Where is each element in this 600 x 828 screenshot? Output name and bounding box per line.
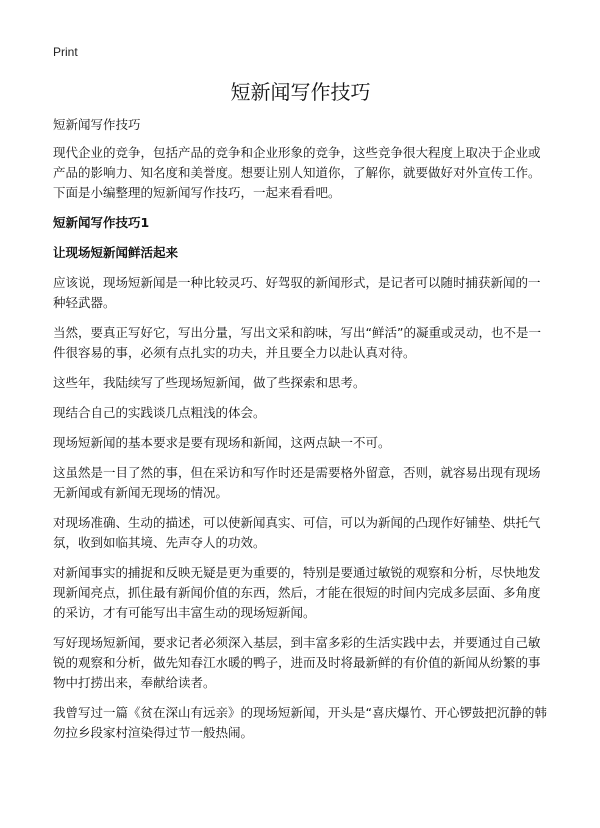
body-paragraph: 对新闻事实的捕捉和反映无疑是更为重要的，特别是要通过敏锐的观察和分析，尽快地发现新闻亮点，抓住最有新闻价值的东西，然后，才能在很短的时间内完成多层面、多角度的采访，才有可能写出丰富生动的现场短新闻。 (53, 565, 541, 620)
body-paragraph: 写好现场短新闻，要求记者必须深入基层，到丰富多彩的生活实践中去，并要通过自己敏锐的观察和分析，做先知春江水暖的鸭子，进而及时将最新鲜的有价值的新闻从纷繁的事物中打捞出来，奉献给读者。 (53, 635, 541, 690)
document-title: 短新闻写作技巧 (230, 80, 371, 104)
section-heading: 短新闻写作技巧1 (53, 215, 150, 230)
body-paragraph: 这虽然是一目了然的事，但在采访和写作时还是需要格外留意，否则，就容易出现有现场无新闻或有新闻无现场的情况。 (53, 465, 541, 500)
body-paragraph: 这些年，我陆续写了些现场短新闻，做了些探索和思考。 (53, 375, 366, 390)
body-paragraph: 现结合自己的实践谈几点粗浅的体会。 (53, 405, 266, 420)
body-paragraph: 我曾写过一篇《贫在深山有远亲》的现场短新闻，开头是“喜庆爆竹、开心锣鼓把沉静的韩勿拉乡段家村渲染得过节一般热闹。 (53, 705, 547, 740)
print-link[interactable]: Print (53, 45, 78, 59)
body-paragraph: 应该说，现场短新闻是一种比较灵巧、好驾驭的新闻形式，是记者可以随时捕获新闻的一种轻武器。 (53, 275, 541, 310)
intro-paragraph: 现代企业的竞争，包括产品的竞争和企业形象的竞争，这些竞争很大程度上取决于企业或产品的影响力、知名度和美誉度。想要让别人知道你，了解你，就要做好对外宣传工作。下面是小编整理的短新闻写作技巧，一起来看看吧。 (53, 145, 541, 200)
body-paragraph: 当然，要真正写好它，写出分量，写出文采和韵味，写出“鲜活”的凝重或灵动，也不是一件很容易的事，必须有点扎实的功夫，并且要全力以赴认真对待。 (53, 325, 541, 360)
body-paragraph: 对现场准确、生动的描述，可以使新闻真实、可信，可以为新闻的凸现作好铺垫、烘托气氛，收到如临其境、先声夺人的功效。 (53, 515, 541, 550)
body-paragraph: 现场短新闻的基本要求是要有现场和新闻，这两点缺一不可。 (53, 435, 391, 450)
document-subtitle: 短新闻写作技巧 (53, 117, 141, 132)
sub-heading: 让现场短新闻鲜活起来 (53, 245, 179, 260)
